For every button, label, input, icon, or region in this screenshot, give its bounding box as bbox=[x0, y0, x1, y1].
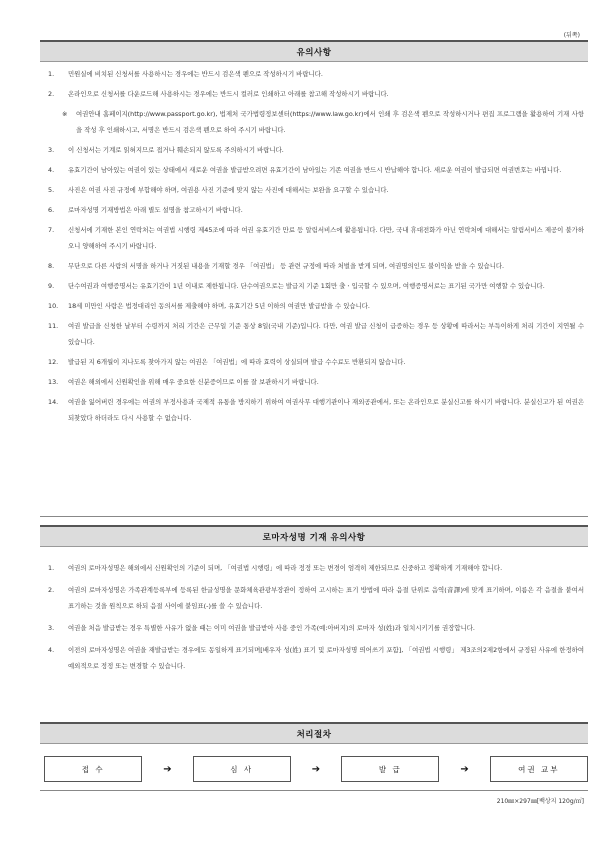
note-number: 10. bbox=[48, 302, 59, 310]
paper-spec-note: 210㎜×297㎜[백상지 120g/㎡] bbox=[496, 798, 584, 805]
section-title-notices: 유의사항 bbox=[40, 40, 588, 62]
note-item bbox=[40, 86, 588, 102]
note-number: 2. bbox=[48, 586, 55, 594]
note-text: 신청서에 기재한 본인 연락처는 여권법 시행령 제45조에 따라 여권 유효기간 만료 등 알림서비스에 활용됩니다. 다만, 국내 휴대전화가 아닌 연락처에 대해서는 알림서비스 제공이 불가하오니 양해하여 주시기 바랍니다. bbox=[68, 226, 584, 250]
note-number: 12. bbox=[48, 358, 59, 366]
section-title-roman-name: 로마자성명 기재 유의사항 bbox=[40, 525, 588, 547]
note-number: 3. bbox=[48, 146, 55, 154]
note-number: 7. bbox=[48, 226, 55, 234]
process-step-delivery: 여권 교부 bbox=[490, 756, 588, 782]
section-divider bbox=[40, 516, 588, 517]
note-number: 2. bbox=[48, 90, 55, 98]
bottom-rule bbox=[40, 790, 588, 791]
note-number: ※ bbox=[62, 110, 68, 118]
process-flow bbox=[40, 755, 588, 783]
note-number: 1. bbox=[48, 564, 55, 572]
note-item bbox=[40, 142, 588, 158]
note-text: 여권은 해외에서 신원확인을 위해 매우 중요한 신분증이므로 이를 잘 보관하시기 바랍니다. bbox=[68, 378, 319, 386]
note-number: 9. bbox=[48, 282, 55, 290]
arrow-right-icon: ➔ bbox=[163, 763, 172, 775]
note-item bbox=[40, 620, 588, 636]
process-step-issue: 발 급 bbox=[341, 756, 439, 782]
note-item bbox=[40, 258, 588, 274]
note-item bbox=[40, 560, 588, 576]
note-number: 4. bbox=[48, 166, 55, 174]
note-item bbox=[40, 394, 588, 426]
note-number: 1. bbox=[48, 70, 55, 78]
note-number: 5. bbox=[48, 186, 55, 194]
note-item bbox=[40, 202, 588, 218]
note-text: 여권의 로마자성명은 해외에서 신원확인의 기준이 되며, 「여권법 시행령」에 따라 정정 또는 변경이 엄격히 제한되므로 신중하고 정확하게 기재해야 합니다. bbox=[68, 564, 503, 572]
note-text: 이전의 로마자성명은 여권을 재발급받는 경우에도 동일하게 표기되며[배우자 성(姓) 표기 및 로마자성명 띄어쓰기 포함], 「여권법 시행령」 제3조의2제2항에서 규정된 사유에 한정하여 예외적으로 정정 또는 변경할 수 있습니다. bbox=[68, 646, 584, 670]
note-text: 이 신청서는 기계로 읽혀지므로 접거나 훼손되지 않도록 주의하시기 바랍니다. bbox=[68, 146, 284, 154]
note-text: 여권을 처음 발급받는 경우 특별한 사유가 없을 때는 이미 여권을 발급받아 사용 중인 가족(예:아버지)의 로마자 성(姓)과 일치시키기를 권장합니다. bbox=[68, 624, 475, 632]
note-item bbox=[40, 106, 588, 138]
note-text: 발급된 지 6개월이 지나도록 찾아가지 않는 여권은 「여권법」에 따라 효력이 상실되며 발급 수수료도 반환되지 않습니다. bbox=[68, 358, 406, 366]
note-item bbox=[40, 278, 588, 294]
note-item bbox=[40, 642, 588, 674]
arrow-right-icon: ➔ bbox=[460, 763, 469, 775]
note-text: 로마자성명 기재방법은 아래 별도 설명을 참고하시기 바랍니다. bbox=[68, 206, 243, 214]
note-item bbox=[40, 162, 588, 178]
note-number: 11. bbox=[48, 322, 59, 330]
note-item bbox=[40, 298, 588, 314]
note-text: 여권 발급을 신청한 날부터 수령까지 처리 기간은 근무일 기준 통상 8일(국내 기준)입니다. 다만, 여권 발급 신청이 급증하는 경우 등 상황에 따라서는 부득이하게 처리 기간이 지연될 수 있습니다. bbox=[68, 322, 584, 346]
note-text: 여권의 로마자성명은 가족관계등록부에 등록된 한글성명을 문화체육관광부장관이 정하여 고시하는 표기 방법에 따라 음절 단위로 음역(音譯)에 맞게 표기하며, 이름은 각 음절을 붙여서 표기하는 것을 원칙으로 하되 음절 사이에 붙임표(-)를 쓸 수 있습니다. bbox=[68, 586, 584, 610]
note-item bbox=[40, 318, 588, 350]
note-number: 13. bbox=[48, 378, 59, 386]
notices-list bbox=[40, 66, 588, 430]
note-item bbox=[40, 374, 588, 390]
process-step-review: 심 사 bbox=[193, 756, 291, 782]
note-number: 8. bbox=[48, 262, 55, 270]
note-text: 온라인으로 신청서를 다운로드해 사용하시는 경우에는 반드시 컬러로 인쇄하고 아래를 참고해 작성하시기 바랍니다. bbox=[68, 90, 389, 98]
note-text: 유효기간이 남아있는 여권이 있는 상태에서 새로운 여권을 발급받으려면 유효기간이 남아있는 기존 여권을 반드시 반납해야 합니다. 새로운 여권이 발급되면 여권번호는 바뀝니다. bbox=[68, 166, 562, 174]
note-item bbox=[40, 182, 588, 198]
note-number: 6. bbox=[48, 206, 55, 214]
note-number: 14. bbox=[48, 398, 59, 406]
process-step-receipt: 접 수 bbox=[44, 756, 142, 782]
section-title-process: 처리절차 bbox=[40, 722, 588, 744]
note-text: 무단으로 다른 사람의 서명을 하거나 거짓된 내용을 기재할 경우 「여권법」 등 관련 규정에 따라 처벌을 받게 되며, 여권명의인도 불이익을 받을 수 있습니다. bbox=[68, 262, 505, 270]
note-text: 여권을 잃어버린 경우에는 여권의 부정사용과 국제적 유통을 방지하기 위하여 여권사무 대행기관이나 재외공관에서, 또는 온라인으로 분실신고를 하시기 바랍니다. 분실신고가 된 여권은 되찾았다 하더라도 다시 사용할 수 없습니다. bbox=[68, 398, 584, 422]
note-number: 3. bbox=[48, 624, 55, 632]
note-item bbox=[40, 222, 588, 254]
note-text: 18세 미만인 사람은 법정대리인 동의서를 제출해야 하며, 유효기간 5년 이하의 여권만 발급받을 수 있습니다. bbox=[68, 302, 370, 310]
arrow-right-icon: ➔ bbox=[311, 763, 321, 775]
note-text: 단수여권과 여행증명서는 유효기간이 1년 이내로 제한됩니다. 단수여권으로는 발급지 기준 1회만 출ㆍ입국할 수 있으며, 여행증명서로는 표기된 국가만 여행할 수 있습니다. bbox=[68, 282, 545, 290]
note-number: 4. bbox=[48, 646, 55, 654]
note-item bbox=[40, 354, 588, 370]
note-item bbox=[40, 582, 588, 614]
page-side-note: (뒤쪽) bbox=[563, 32, 580, 39]
roman-name-notes-list bbox=[40, 560, 588, 680]
note-text: 민원실에 비치된 신청서를 사용하시는 경우에는 반드시 검은색 펜으로 작성하시기 바랍니다. bbox=[68, 70, 323, 78]
note-text: 사진은 여권 사진 규정에 부합해야 하며, 여권용 사진 기준에 맞지 않는 사진에 대해서는 보완을 요구할 수 있습니다. bbox=[68, 186, 389, 194]
note-item bbox=[40, 66, 588, 82]
note-text: 여권안내 홈페이지(http://www.passport.go.kr), 법제처 국가법령정보센터(https://www.law.go.kr)에서 인쇄 후 검은색 펜으로 작성하시거나 편집 프로그램을 활용하여 기재 사항을 작성 후 인쇄하시고, 서명은 반드시 검은색 펜으로 하여 주시기 바랍니다. bbox=[76, 110, 584, 134]
